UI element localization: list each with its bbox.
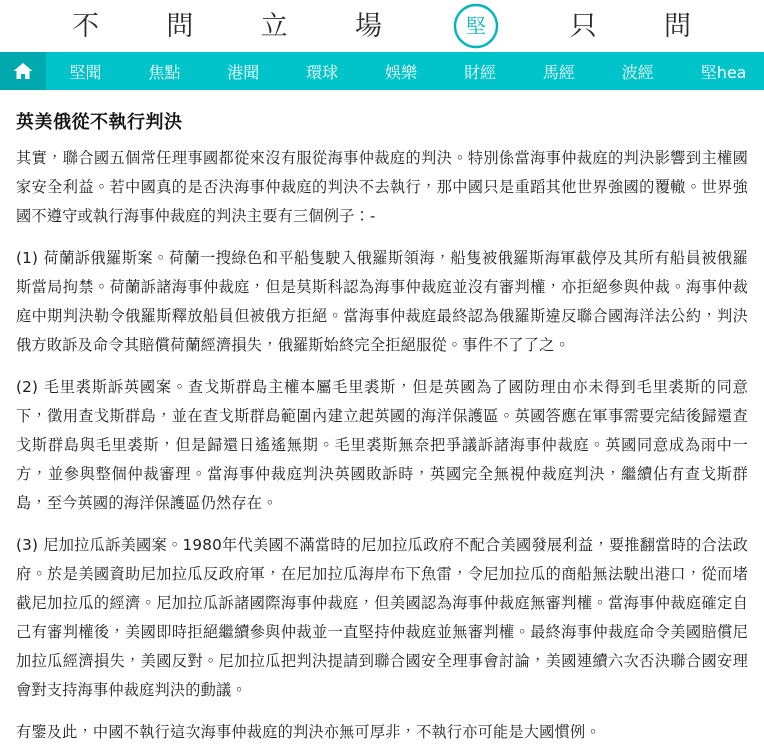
- masthead: [0, 0, 764, 52]
- nav-item-4[interactable]: 環球: [306, 62, 339, 82]
- masthead-char-4: 場: [354, 10, 383, 42]
- nav-item-7[interactable]: 馬經: [542, 62, 575, 82]
- nav-item-8[interactable]: 波經: [621, 62, 654, 82]
- nav-item-1[interactable]: 堅聞: [69, 62, 102, 82]
- masthead-char-2: 問: [166, 10, 195, 42]
- nav-item-3[interactable]: 港聞: [227, 62, 260, 82]
- masthead-char-3: 立: [260, 10, 289, 42]
- nav-item-5[interactable]: 娛樂: [385, 62, 418, 82]
- article: [0, 90, 764, 747]
- article-paragraph-2: (1) 荷蘭訴俄羅斯案。荷蘭一搜綠色和平船隻駛入俄羅斯領海，船隻被俄羅斯海軍截停及其所有船員被俄羅斯當局拘禁。荷蘭訴諸海事仲裁庭，但是莫斯科認為海事仲裁庭並沒有審判權，亦拒絕參與仲裁。海事仲裁庭中期判決勒令俄羅斯釋放船員但被俄方拒絕。當海事仲裁庭最終認為俄羅斯違反聯合國海洋法公約，判決俄方敗訴及命令其賠償荷蘭經濟損失，俄羅斯始終完全拒絕服從。事件不了了之。: [16, 249, 748, 354]
- svg-text:堅: 堅: [466, 14, 487, 38]
- nav-home-button[interactable]: [0, 52, 46, 90]
- masthead-inner: [72, 2, 692, 50]
- home-icon: [12, 61, 34, 81]
- main-navigation: [0, 52, 764, 90]
- article-paragraph-5: 有鑒及此，中國不執行這次海事仲裁庭的判決亦無可厚非，不執行亦可能是大國慣例。: [16, 723, 601, 741]
- page-title: 英美俄從不執行判決: [16, 112, 183, 133]
- nav-item-9[interactable]: 堅hea: [700, 62, 747, 82]
- masthead-char-1: 不: [72, 10, 100, 42]
- site-logo[interactable]: [449, 2, 503, 50]
- masthead-char-5: 只: [569, 10, 598, 42]
- article-paragraph-1: 其實，聯合國五個常任理事國都從來沒有服從海事仲裁庭的判決。特別係當海事仲裁庭的判決影響到主權國家安全利益。若中國真的是否決海事仲裁庭的判決不去執行，那中國只是重蹈其他世界強國的覆轍。世界強國不遵守或執行海事仲裁庭的判決主要有三個例子：-: [16, 149, 748, 225]
- article-paragraph-4: (3) 尼加拉瓜訴美國案。1980年代美國不滿當時的尼加拉瓜政府不配合美國發展利益，要推翻當時的合法政府。於是美國資助尼加拉瓜反政府軍，在尼加拉瓜海岸布下魚雷，令尼加拉瓜的商船無法駛出港口，從而堵截尼加拉瓜的經濟。尼加拉瓜訴諸國際海事仲裁庭，但美國認為海事仲裁庭無審判權。當海事仲裁庭確定自己有審判權後，美國即時拒絕繼續參與仲裁並一直堅持仲裁庭並無審判權。最終海事仲裁庭命令美國賠償尼加拉瓜經濟損失，美國反對。尼加拉瓜把判決提請到聯合國安全理事會討論，美國連續六次否決聯合國安理會對支持海事仲裁庭判決的動議。: [16, 536, 748, 699]
- masthead-char-6: 問: [663, 10, 692, 42]
- nav-item-2[interactable]: 焦點: [148, 62, 181, 82]
- nav-items: [46, 52, 764, 90]
- nav-item-6[interactable]: 財經: [463, 62, 496, 82]
- article-paragraph-3: (2) 毛里裘斯訴英國案。查戈斯群島主權本屬毛里裘斯，但是英國為了國防理由亦未得到毛里裘斯的同意下，徵用查戈斯群島，並在查戈斯群島範圍內建立起英國的海洋保護區。英國答應在軍事需要完結後歸還查戈斯群島與毛里裘斯，但是歸還日遙遙無期。毛里裘斯無奈把爭議訴諸海事仲裁庭。英國同意成為雨中一方，並參與整個仲裁審理。當海事仲裁庭判決英國敗訴時，英國完全無視仲裁庭判決，繼續佔有查戈斯群島，至今英國的海洋保護區仍然存在。: [16, 378, 748, 512]
